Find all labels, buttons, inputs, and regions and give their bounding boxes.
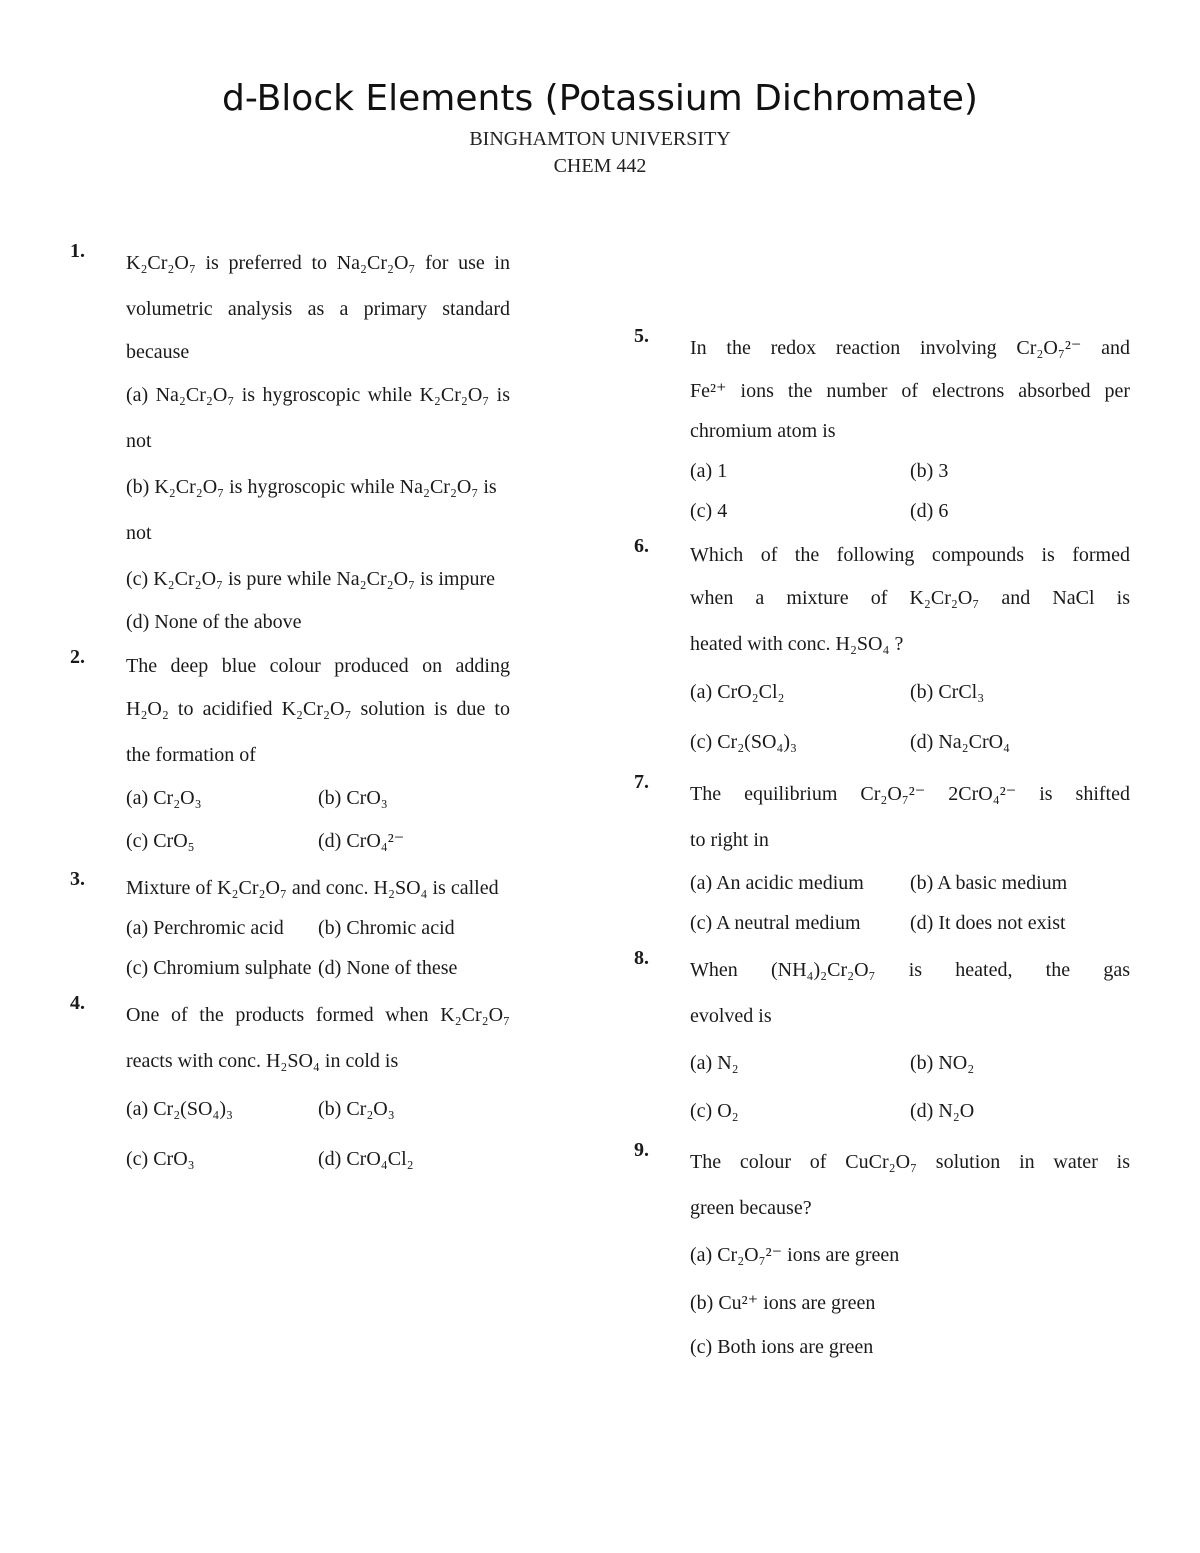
question-line: In the redox reaction involving Cr₂O₇²⁻ and	[690, 337, 1130, 359]
option-b: (b) Cr₂O₃	[318, 1098, 395, 1120]
right-column	[634, 325, 1130, 1367]
option-a: (a) Cr₂(SO₄)₃	[126, 1098, 234, 1120]
question-number: 9.	[634, 1139, 649, 1161]
question-line: to right in	[690, 829, 769, 851]
question-7	[634, 771, 1130, 943]
question-3	[70, 868, 510, 988]
question-line: the formation of	[126, 744, 256, 766]
option-d: (d) None of these	[318, 957, 458, 979]
question-line: when a mixture of K₂Cr₂O₇ and NaCl is	[690, 587, 1130, 609]
option-b: (b) A basic medium	[910, 872, 1068, 894]
question-line: The deep blue colour produced on adding	[126, 655, 510, 677]
left-column	[70, 240, 510, 1184]
option-b: (b) Cu²⁺ ions are green	[690, 1292, 876, 1314]
option-d: (d) It does not exist	[910, 912, 1066, 934]
question-number: 1.	[70, 240, 85, 262]
option-b: (b) K₂Cr₂O₇ is hygroscopic while Na₂Cr₂O₇ is not	[126, 476, 497, 544]
question-line: evolved is	[690, 1005, 772, 1027]
question-line: because	[126, 341, 190, 363]
question-number: 2.	[70, 646, 85, 668]
question-number: 4.	[70, 992, 85, 1014]
option-c: (c) K₂Cr₂O₇ is pure while Na₂Cr₂O₇ is impure	[126, 568, 495, 590]
question-line: reacts with conc. H₂SO₄ in cold is	[126, 1050, 399, 1072]
option-d: (d) CrO₄Cl₂	[318, 1148, 414, 1170]
question-number: 6.	[634, 535, 649, 557]
question-line: The equilibrium Cr₂O₇²⁻ 2CrO₄²⁻ is shifted	[690, 783, 1130, 805]
question-8	[634, 947, 1130, 1135]
document-title: d-Block Elements (Potassium Dichromate)	[222, 78, 978, 119]
option-d: (d) 6	[910, 500, 949, 522]
question-line: H₂O₂ to acidified K₂Cr₂O₇ solution is due to	[126, 698, 510, 720]
question-line: K₂Cr₂O₇ is preferred to Na₂Cr₂O₇ for use in	[126, 252, 510, 274]
question-2	[70, 646, 510, 864]
option-c: (c) Chromium sulphate	[126, 957, 312, 979]
course-code: CHEM 442	[553, 155, 647, 177]
option-d: (d) Na₂CrO₄	[910, 731, 1011, 753]
option-c: (c) CrO₅	[126, 830, 195, 852]
option-b: (b) CrCl₃	[910, 681, 985, 703]
question-6	[634, 535, 1130, 767]
option-a: (a) Perchromic acid	[126, 917, 284, 939]
question-line: The colour of CuCr₂O₇ solution in water is	[690, 1151, 1130, 1173]
question-1	[70, 240, 510, 642]
question-4	[70, 992, 510, 1184]
question-9	[634, 1139, 1130, 1367]
question-line: heated with conc. H₂SO₄ ?	[690, 633, 904, 655]
question-number: 8.	[634, 947, 649, 969]
option-a: (a) N₂	[690, 1052, 739, 1074]
question-line: volumetric analysis as a primary standard	[126, 298, 510, 320]
option-a: (a) 1	[690, 460, 728, 482]
option-a: (a) An acidic medium	[690, 872, 864, 894]
option-c: (c) Cr₂(SO₄)₃	[690, 731, 798, 753]
question-number: 5.	[634, 325, 649, 347]
option-c: (c) 4	[690, 500, 728, 522]
question-number: 7.	[634, 771, 649, 793]
question-line: When (NH₄)₂Cr₂O₇ is heated, the gas	[690, 959, 1130, 981]
option-a: (a) Na₂Cr₂O₇ is hygroscopic while K₂Cr₂O₇ is not	[126, 384, 510, 452]
university-name: BINGHAMTON UNIVERSITY	[469, 128, 731, 150]
option-c: (c) Both ions are green	[690, 1336, 874, 1358]
question-5	[634, 325, 1130, 531]
option-c: (c) CrO₃	[126, 1148, 195, 1170]
option-a: (a) Cr₂O₇²⁻ ions are green	[690, 1244, 900, 1266]
option-b: (b) CrO₃	[318, 787, 388, 809]
option-b: (b) NO₂	[910, 1052, 975, 1074]
option-d: (d) CrO₄²⁻	[318, 830, 405, 852]
option-c: (c) A neutral medium	[690, 912, 861, 934]
question-line: Mixture of K₂Cr₂O₇ and conc. H₂SO₄ is called	[126, 877, 499, 899]
option-d: (d) N₂O	[910, 1100, 975, 1122]
question-line: Fe²⁺ ions the number of electrons absorbed per	[690, 380, 1130, 402]
option-b: (b) Chromic acid	[318, 917, 455, 939]
question-line: green because?	[690, 1197, 812, 1219]
option-a: (a) CrO₂Cl₂	[690, 681, 785, 703]
option-d: (d) None of the above	[126, 611, 302, 633]
question-line: chromium atom is	[690, 420, 836, 442]
question-line: One of the products formed when K₂Cr₂O₇	[126, 1004, 510, 1026]
question-number: 3.	[70, 868, 85, 890]
option-a: (a) Cr₂O₃	[126, 787, 202, 809]
option-b: (b) 3	[910, 460, 949, 482]
option-c: (c) O₂	[690, 1100, 739, 1122]
question-line: Which of the following compounds is formed	[690, 544, 1130, 566]
